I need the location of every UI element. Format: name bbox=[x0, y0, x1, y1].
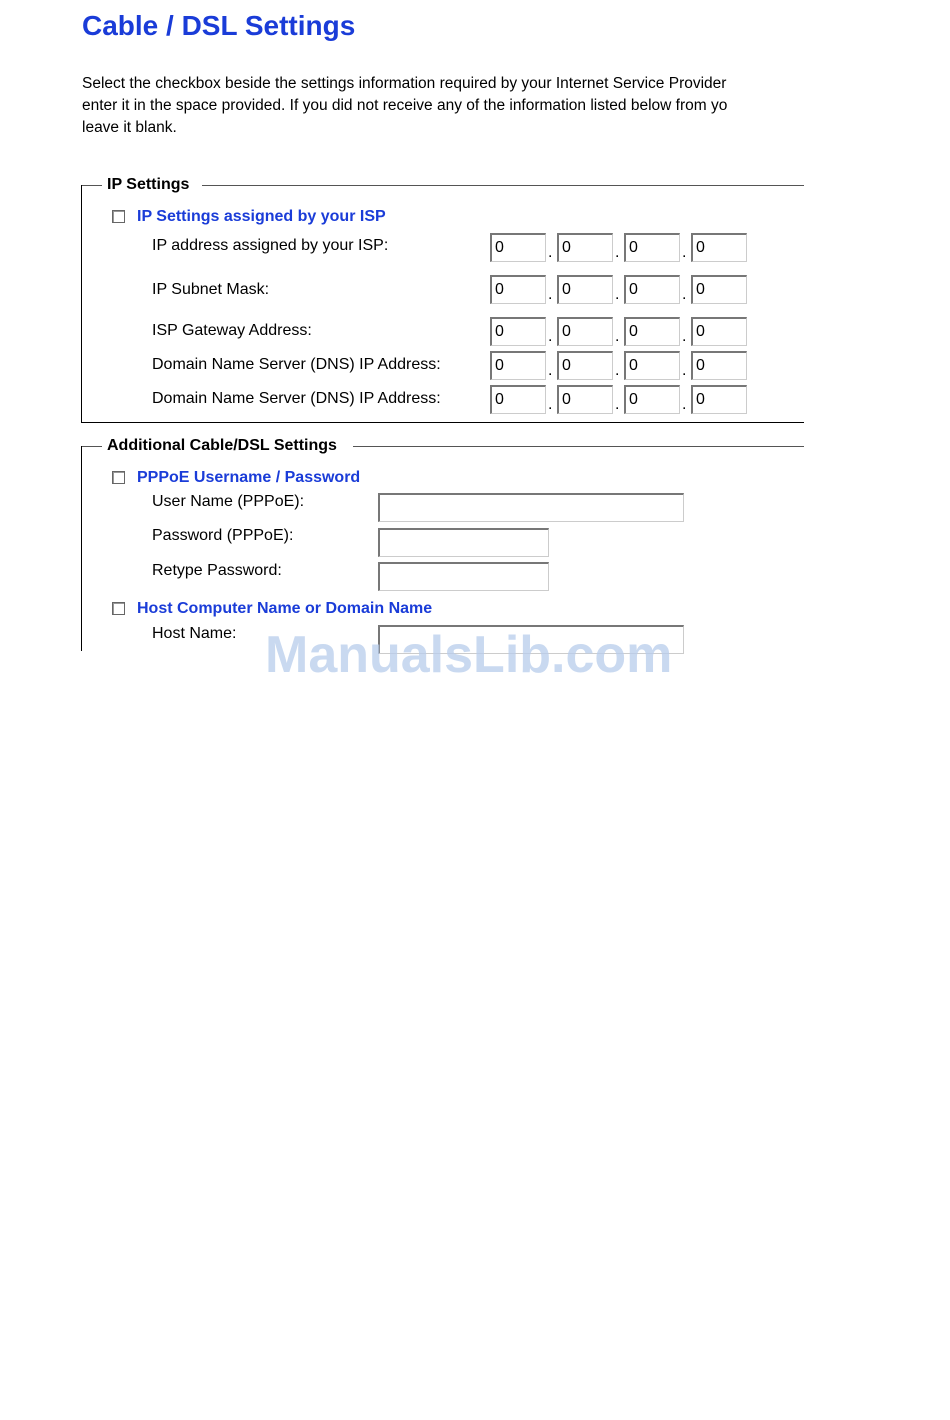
octet-separator: . bbox=[682, 328, 687, 345]
octet-separator: . bbox=[682, 286, 687, 303]
subnet-mask-octet-4[interactable] bbox=[691, 275, 747, 304]
octet-separator: . bbox=[615, 396, 620, 413]
octet-separator: . bbox=[682, 362, 687, 379]
host-name-label: Host Name: bbox=[152, 625, 237, 642]
retype-password-input[interactable] bbox=[378, 562, 549, 591]
octet-separator: . bbox=[615, 286, 620, 303]
pppoe-checkbox-label[interactable]: PPPoE Username / Password bbox=[137, 469, 361, 486]
ip-address-octet-3[interactable] bbox=[624, 233, 680, 262]
gateway-octet-4[interactable] bbox=[691, 317, 747, 346]
group-border-bottom bbox=[81, 422, 804, 423]
ip-settings-checkbox-label[interactable]: IP Settings assigned by your ISP bbox=[137, 208, 386, 225]
group-border-left bbox=[81, 185, 82, 423]
group-border-top-right bbox=[353, 446, 804, 447]
additional-settings-legend: Additional Cable/DSL Settings bbox=[107, 437, 337, 454]
retype-password-label: Retype Password: bbox=[152, 562, 282, 579]
dns1-octet-3[interactable] bbox=[624, 351, 680, 380]
dns1-octet-2[interactable] bbox=[557, 351, 613, 380]
octet-separator: . bbox=[548, 396, 553, 413]
ip-settings-legend: IP Settings bbox=[107, 176, 190, 193]
octet-separator: . bbox=[615, 328, 620, 345]
dns2-octet-1[interactable] bbox=[490, 385, 546, 414]
pppoe-username-input[interactable] bbox=[378, 493, 684, 522]
gateway-octet-2[interactable] bbox=[557, 317, 613, 346]
pppoe-username-label: User Name (PPPoE): bbox=[152, 493, 305, 510]
intro-text bbox=[82, 73, 804, 139]
octet-separator: . bbox=[548, 244, 553, 261]
ip-address-octet-4[interactable] bbox=[691, 233, 747, 262]
group-border-left bbox=[81, 446, 82, 651]
group-border-top-left bbox=[82, 185, 102, 186]
intro-line: Select the checkbox beside the settings information required by your Internet Service Provider bbox=[82, 75, 727, 92]
dns1-octet-1[interactable] bbox=[490, 351, 546, 380]
octet-separator: . bbox=[548, 286, 553, 303]
group-border-top-left bbox=[82, 446, 102, 447]
dns2-octet-2[interactable] bbox=[557, 385, 613, 414]
subnet-mask-octet-3[interactable] bbox=[624, 275, 680, 304]
ip-address-octet-2[interactable] bbox=[557, 233, 613, 262]
host-name-input[interactable] bbox=[378, 625, 684, 654]
dns1-label: Domain Name Server (DNS) IP Address: bbox=[152, 356, 441, 373]
ip-address-label: IP address assigned by your ISP: bbox=[152, 237, 389, 254]
dns2-label: Domain Name Server (DNS) IP Address: bbox=[152, 390, 441, 407]
group-border-top-right bbox=[202, 185, 804, 186]
octet-separator: . bbox=[682, 396, 687, 413]
gateway-octet-1[interactable] bbox=[490, 317, 546, 346]
watermark: ManualsLib.com bbox=[265, 626, 673, 684]
intro-line: leave it blank. bbox=[82, 119, 177, 136]
dns1-octet-4[interactable] bbox=[691, 351, 747, 380]
gateway-label: ISP Gateway Address: bbox=[152, 322, 312, 339]
dns2-octet-3[interactable] bbox=[624, 385, 680, 414]
subnet-mask-octet-2[interactable] bbox=[557, 275, 613, 304]
host-name-checkbox-label[interactable]: Host Computer Name or Domain Name bbox=[137, 600, 433, 617]
octet-separator: . bbox=[615, 244, 620, 261]
intro-line: enter it in the space provided. If you did not receive any of the information listed below from yo bbox=[82, 97, 728, 114]
octet-separator: . bbox=[615, 362, 620, 379]
octet-separator: . bbox=[548, 328, 553, 345]
ip-settings-checkbox[interactable] bbox=[112, 210, 125, 223]
subnet-mask-octet-1[interactable] bbox=[490, 275, 546, 304]
octet-separator: . bbox=[548, 362, 553, 379]
host-name-checkbox[interactable] bbox=[112, 602, 125, 615]
dns2-octet-4[interactable] bbox=[691, 385, 747, 414]
pppoe-password-label: Password (PPPoE): bbox=[152, 527, 294, 544]
gateway-octet-3[interactable] bbox=[624, 317, 680, 346]
ip-address-octet-1[interactable] bbox=[490, 233, 546, 262]
page-title: Cable / DSL Settings bbox=[82, 10, 356, 41]
subnet-mask-label: IP Subnet Mask: bbox=[152, 281, 270, 298]
pppoe-checkbox[interactable] bbox=[112, 471, 125, 484]
octet-separator: . bbox=[682, 244, 687, 261]
pppoe-password-input[interactable] bbox=[378, 528, 549, 557]
